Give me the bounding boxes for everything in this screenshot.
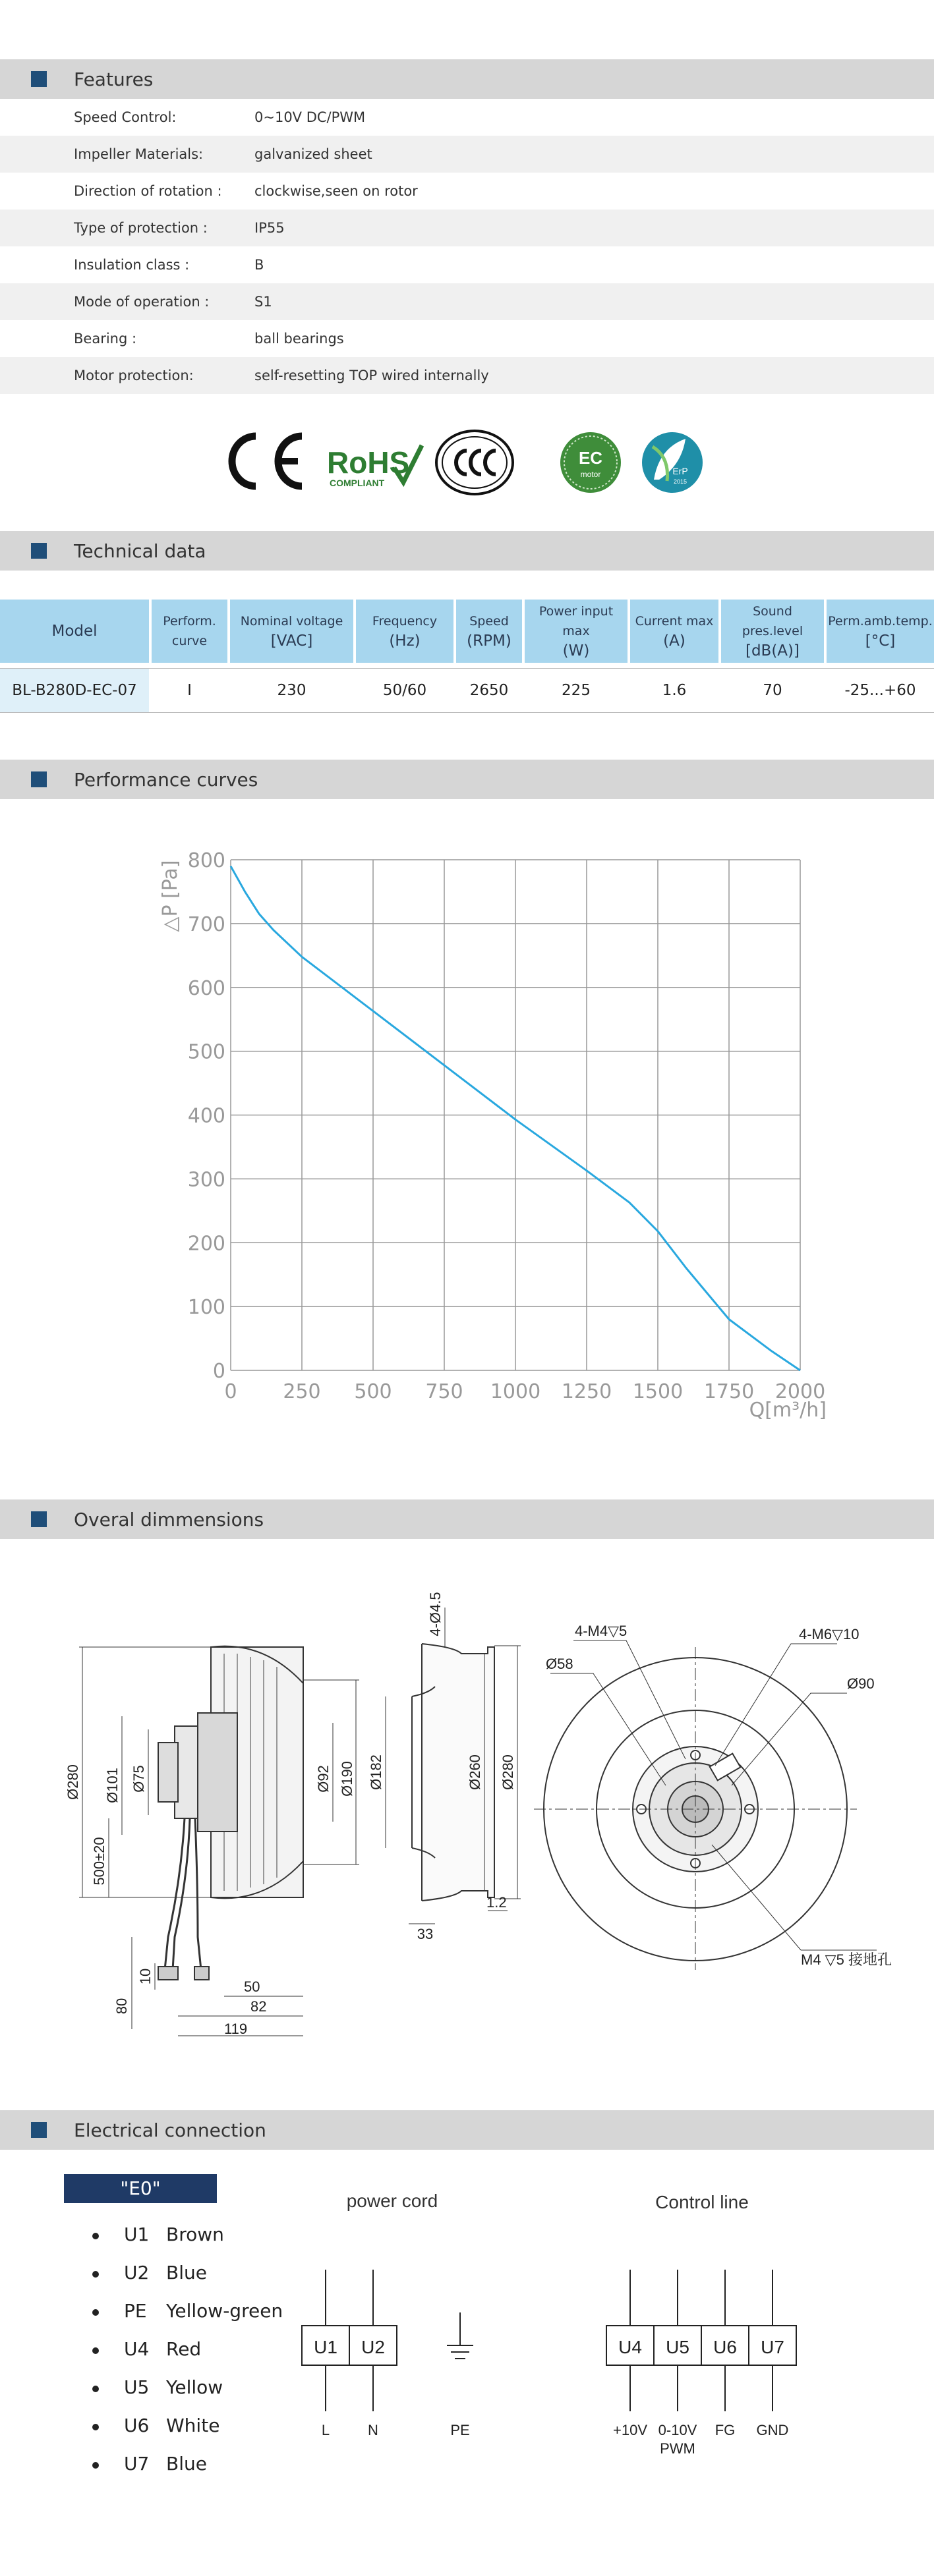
feature-row — [0, 283, 934, 320]
technical-table — [0, 600, 934, 712]
svg-text:motor: motor — [580, 470, 601, 479]
label-fg: FG — [715, 2422, 736, 2438]
y-tick-label: 100 — [187, 1296, 225, 1320]
label-l: L — [321, 2422, 330, 2438]
x-tick-label: 1250 — [561, 1380, 612, 1403]
bullet — [92, 2424, 99, 2430]
feature-value: galvanized sheet — [254, 146, 372, 162]
bullet — [92, 2386, 99, 2392]
feature-label: Insulation class : — [74, 257, 190, 273]
feature-value: IP55 — [254, 220, 285, 236]
feature-value: ball bearings — [254, 331, 344, 347]
svg-text:Ø75: Ø75 — [131, 1765, 147, 1793]
feature-label: Bearing : — [74, 331, 137, 347]
col-header: Current max (A) — [630, 600, 718, 663]
wiring-badge: "E0" — [64, 2174, 217, 2203]
svg-text:500±20: 500±20 — [91, 1837, 107, 1886]
svg-text:80: 80 — [113, 1998, 130, 2015]
certification-logos — [224, 422, 712, 501]
feature-label: Mode of operation : — [74, 294, 210, 310]
col-header: Sound pres.level [dB(A)] — [721, 600, 824, 663]
table-cell: I — [187, 682, 192, 699]
feature-label: Type of protection : — [74, 220, 208, 236]
x-tick-label: 750 — [425, 1380, 463, 1403]
feature-row — [0, 210, 934, 246]
x-tick-label: 500 — [354, 1380, 392, 1403]
label-pe: PE — [450, 2422, 470, 2438]
table-cell: 230 — [277, 682, 306, 699]
col-header: Nominal voltage [VAC] — [230, 600, 353, 663]
svg-text:COMPLIANT: COMPLIANT — [330, 478, 385, 488]
feature-value: S1 — [254, 294, 272, 310]
performance-header — [0, 760, 934, 799]
y-tick-label: 400 — [187, 1104, 225, 1128]
dimensions-header — [0, 1499, 934, 1539]
svg-text:EC: EC — [578, 448, 603, 468]
feature-row — [0, 320, 934, 357]
bullet — [92, 2462, 99, 2469]
x-tick-label: 0 — [224, 1380, 237, 1403]
terminal-u2: U2 — [361, 2337, 385, 2357]
col-header: Perform. curve — [152, 600, 227, 663]
col-header: Speed (RPM) — [456, 600, 522, 663]
label-10v: +10V — [613, 2422, 647, 2438]
technical-header — [0, 531, 934, 571]
y-tick-label: 800 — [187, 849, 225, 872]
dimensions-title: Overal dimmensions — [74, 1509, 264, 1530]
electrical-title: Electrical connection — [74, 2119, 266, 2141]
svg-text:M4 ▽5 接地孔: M4 ▽5 接地孔 — [801, 1951, 892, 1968]
svg-text:82: 82 — [250, 1998, 267, 2015]
feature-label: Motor protection: — [74, 368, 194, 383]
feature-label: Speed Control: — [74, 109, 177, 125]
control-line-title: Control line — [655, 2192, 749, 2212]
terminal-u4: U4 — [618, 2337, 642, 2357]
table-cell: 50/60 — [382, 682, 427, 699]
bullet — [92, 2233, 99, 2239]
feature-row — [0, 357, 934, 394]
feature-row — [0, 136, 934, 173]
y-tick-label: 500 — [187, 1040, 225, 1064]
table-cell: 1.6 — [662, 682, 687, 699]
ec-motor-logo-icon — [560, 432, 621, 493]
table-cell: -25...+60 — [844, 682, 916, 699]
electrical-header — [0, 2110, 934, 2150]
y-tick-label: 700 — [187, 912, 225, 936]
performance-title: Performance curves — [74, 769, 258, 791]
x-tick-label: 250 — [283, 1380, 321, 1403]
feature-row — [0, 246, 934, 283]
svg-text:Ø190: Ø190 — [339, 1761, 355, 1797]
bullet — [92, 2309, 99, 2316]
svg-text:1.2: 1.2 — [486, 1894, 507, 1911]
bullet — [92, 2347, 99, 2354]
feature-label: Direction of rotation : — [74, 183, 222, 199]
y-tick-label: 0 — [212, 1360, 225, 1383]
features-header — [0, 59, 934, 99]
terminal-u5: U5 — [666, 2337, 689, 2357]
table-cell: 2650 — [469, 682, 509, 699]
ccc-logo-icon — [436, 431, 513, 494]
svg-text:119: 119 — [224, 2021, 248, 2037]
terminal-u6: U6 — [713, 2337, 737, 2357]
section-marker — [31, 543, 47, 559]
svg-text:Ø280: Ø280 — [500, 1754, 516, 1790]
x-tick-label: 1000 — [490, 1380, 541, 1403]
side-view-drawing — [79, 1646, 359, 2036]
svg-text:ErP: ErP — [672, 466, 688, 476]
dimension-drawing — [0, 1568, 934, 2062]
table-cell: 70 — [763, 682, 782, 699]
col-header: Power input max (W) — [525, 600, 628, 663]
svg-text:10: 10 — [137, 1968, 154, 1985]
svg-text:4-Ø4.5: 4-Ø4.5 — [427, 1592, 444, 1637]
technical-title: Technical data — [74, 540, 206, 562]
x-tick-label: 2000 — [774, 1380, 826, 1403]
bullet — [92, 2271, 99, 2278]
svg-text:50: 50 — [244, 1978, 260, 1995]
rohs-logo-icon — [327, 445, 422, 488]
col-header: Perm.amb.temp. [°C] — [827, 600, 934, 663]
svg-text:RoHS: RoHS — [327, 445, 410, 480]
svg-text:4-M4▽5: 4-M4▽5 — [575, 1623, 628, 1639]
front-view-drawing — [534, 1640, 877, 1970]
terminal-u1: U1 — [314, 2337, 337, 2357]
table-cell-model: BL-B280D-EC-07 — [0, 669, 149, 712]
svg-text:Ø58: Ø58 — [546, 1656, 573, 1672]
erp-logo-icon — [642, 432, 703, 493]
svg-text:4-M6▽10: 4-M6▽10 — [799, 1626, 860, 1642]
feature-value: self-resetting TOP wired internally — [254, 368, 489, 383]
svg-text:Ø92: Ø92 — [315, 1765, 332, 1793]
performance-chart — [0, 830, 934, 1443]
chart-grid — [231, 860, 800, 1370]
section-marker — [31, 771, 47, 787]
label-pwm: PWM — [660, 2440, 695, 2457]
y-tick-label: 200 — [187, 1232, 225, 1256]
y-axis-label: △P [Pa] — [159, 860, 182, 932]
section-marker — [31, 71, 47, 87]
power-cord-diagram — [277, 2181, 527, 2457]
feature-label: Impeller Materials: — [74, 146, 204, 162]
section-marker — [31, 2122, 47, 2138]
y-tick-label: 600 — [187, 976, 225, 1000]
col-header: Model — [0, 600, 149, 663]
control-line-diagram — [593, 2181, 857, 2464]
power-cord-title: power cord — [346, 2191, 438, 2211]
feature-value: B — [254, 257, 264, 273]
feature-row — [0, 99, 934, 136]
feature-value: clockwise,seen on rotor — [254, 183, 418, 199]
svg-text:2015: 2015 — [673, 478, 687, 485]
label-0-10v: 0-10V — [658, 2422, 697, 2438]
col-header: Frequency (Hz) — [356, 600, 453, 663]
label-n: N — [368, 2422, 378, 2438]
ce-mark-icon — [232, 436, 302, 486]
svg-text:Ø260: Ø260 — [467, 1754, 483, 1790]
svg-text:33: 33 — [417, 1926, 434, 1942]
section-marker — [31, 1511, 47, 1527]
svg-text:Ø101: Ø101 — [104, 1768, 121, 1803]
terminal-u7: U7 — [761, 2337, 784, 2357]
label-gnd: GND — [756, 2422, 789, 2438]
table-cell: 225 — [562, 682, 591, 699]
x-tick-label: 1750 — [703, 1380, 755, 1403]
y-tick-label: 300 — [187, 1168, 225, 1192]
table-row — [0, 668, 934, 713]
features-title: Features — [74, 69, 154, 90]
svg-text:Ø280: Ø280 — [65, 1764, 81, 1800]
svg-text:Ø182: Ø182 — [368, 1754, 384, 1790]
x-axis-label: Q[m³/h] — [749, 1399, 827, 1422]
feature-row — [0, 173, 934, 210]
svg-text:Ø90: Ø90 — [847, 1675, 875, 1692]
x-tick-label: 1500 — [632, 1380, 684, 1403]
feature-value: 0~10V DC/PWM — [254, 109, 366, 125]
